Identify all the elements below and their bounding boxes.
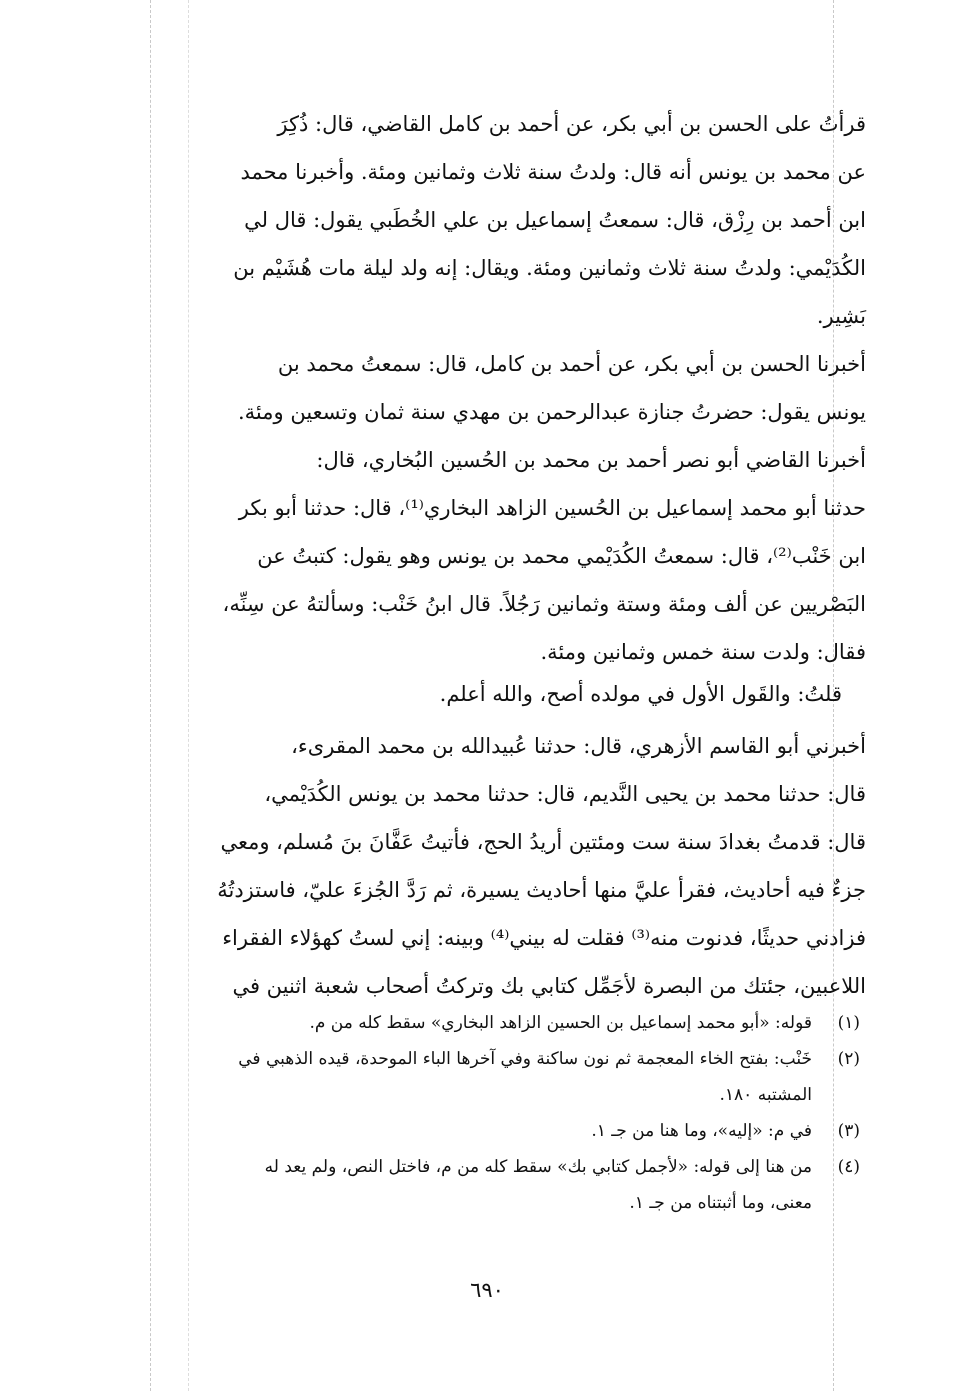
footnote-text: في م: «إليه»، وما هنا من جـ ١.: [591, 1121, 812, 1141]
footnote-number: (٢): [837, 1049, 860, 1069]
paragraph-text: أخبرنا القاضي أبو نصر أحمد بن محمد بن الحُسين البُخاري، قال: حدثنا أبو محمد إسماعيل بن الحُسين الزاهد البخاري⁽¹⁾، قال: حدثنا أبو بكر ابن خَنْب⁽²⁾، قال: سمعتُ الكُدَيْمي محمد بن يونس وهو يقول: كتبتُ عن البَصْريين عن ألف ومئة وستة وثمانين رَجُلاً. قال ابنُ خَنْب: وسألتهُ عن سِنِّه، فقال: ولدت سنة خمس وثمانين ومئة.: [222, 448, 866, 664]
paragraph-5: [142, 722, 866, 1010]
paragraph-text: قرأتُ على الحسن بن أبي بكر، عن أحمد بن كامل القاضي، قال: ذُكِرَ عن محمد بن يونس أنه قال: ولدتُ سنة ثلاث وثمانين ومئة. وأخبرنا محمد ابن أحمد بن رِزْق، قال: سمعتُ إسماعيل بن علي الخُطَبي يقول: قال لي الكُدَيْمي: ولدتُ سنة ثلاث وثمانين ومئة. ويقال: إنه ولد ليلة مات هُشَيْم بن بَشِير.: [233, 112, 866, 328]
footnote-number: (١): [837, 1013, 860, 1033]
footnote-text: قوله: «أبو محمد إسماعيل بن الحسين الزاهد البخاري» سقط كله من م.: [309, 1013, 812, 1033]
footnote-text: خَنْب: بفتح الخاء المعجمة ثم نون ساكنة وفي آخرها الباء الموحدة، قيده الذهبي في المشتبه ١٨٠.: [238, 1049, 812, 1105]
paragraph-text: قلتُ: والقَول الأول في مولده أصح، والله أعلم.: [439, 682, 842, 706]
paragraph-2: [142, 340, 866, 436]
footnote-4: [142, 1149, 860, 1221]
footnote-text: من هنا إلى قوله: «لأجمل كتابي بك» سقط كله من م، فاختل النص، ولم يعد له معنى، وما أثبتناه من جـ ١.: [264, 1157, 812, 1213]
footnote-1: [142, 1005, 860, 1041]
footnote-2: [142, 1041, 860, 1113]
footnote-number: (٣): [837, 1121, 860, 1141]
paragraph-1: [142, 100, 866, 340]
page-number: ٦٩٠: [470, 1278, 504, 1302]
paragraph-text: أخبرني أبو القاسم الأزهري، قال: حدثنا عُبيدالله بن محمد المقرىء، قال: حدثنا محمد بن يحيى النَّديم، قال: حدثنا محمد بن يونس الكُدَيْمي، قال: قدمتُ بغدادَ سنة ست ومئتين أريدُ الحج، فأتيتُ عَفَّانَ بنَ مُسلم، ومعي جزءٌ فيه أحاديث، فقرأ عليَّ منها أحاديث يسيرة، ثم رَدَّ الجُزءَ عليّ، فاستزدتُهُ فزادني حديثًا، فدنوت منه⁽³⁾ فقلت له بيني⁽⁴⁾ وبينه: إني لستُ كهؤلاء الفقراء اللاعبين، جئتك من البصرة لأجَمِّل كتابي بك وتركتُ أصحاب شعبة اثنين في: [217, 734, 866, 998]
footnote-3: [142, 1113, 860, 1149]
paragraph-4-author-note: [142, 670, 866, 718]
paragraph-text: أخبرنا الحسن بن أبي بكر، عن أحمد بن كامل، قال: سمعتُ محمد بن يونس يقول: حضرتُ جنازة عبدالرحمن بن مهدي سنة ثمان وتسعين ومئة.: [238, 352, 866, 424]
footnotes-section: [142, 1005, 860, 1221]
paragraph-3: [142, 436, 866, 676]
footnote-number: (٤): [837, 1157, 860, 1177]
